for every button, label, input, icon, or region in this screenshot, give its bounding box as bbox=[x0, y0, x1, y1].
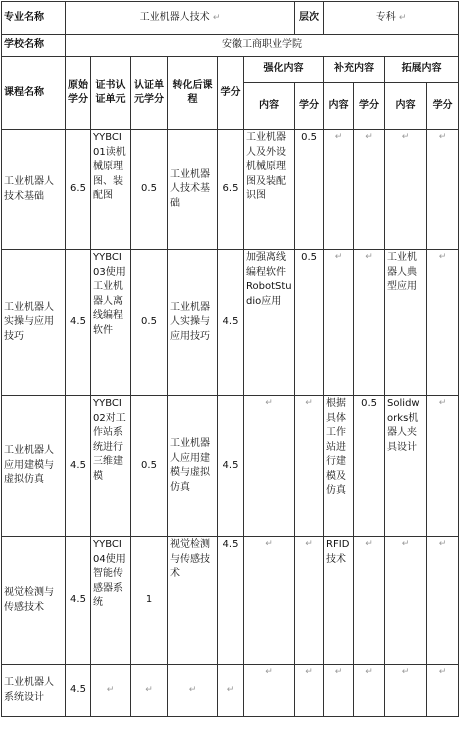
cert-unit-cell: YYBCI03使用工业机器人离线编程软件 bbox=[91, 250, 131, 396]
empty-mark: ↵ bbox=[354, 665, 385, 717]
cert-credit-cell: 0.5 bbox=[131, 396, 168, 537]
empty-mark: ↵ bbox=[244, 537, 295, 665]
strengthen-credit-cell: 0.5 bbox=[295, 130, 324, 250]
column-credit: 学分 bbox=[218, 57, 244, 130]
school-row bbox=[2, 35, 459, 57]
major-label: 专业名称 bbox=[2, 2, 66, 35]
column-cert-unit: 证书认证单元 bbox=[91, 57, 131, 130]
cert-unit-cell: YYBCI04使用智能传感器系统 bbox=[91, 537, 131, 665]
credit-conversion-table bbox=[1, 1, 459, 717]
empty-mark: ↵ bbox=[168, 665, 218, 717]
column-course: 课程名称 bbox=[2, 57, 66, 130]
cert-credit-cell: 0.5 bbox=[131, 250, 168, 396]
empty-mark: ↵ bbox=[218, 665, 244, 717]
empty-mark: ↵ bbox=[295, 537, 324, 665]
strengthen-credit-cell: 0.5 bbox=[295, 250, 324, 396]
course-cell: 工业机器人实操与应用技巧 bbox=[2, 250, 66, 396]
original-credit-cell: 4.5 bbox=[66, 396, 91, 537]
converted-course-cell: 工业机器人应用建模与虚拟仿真 bbox=[168, 396, 218, 537]
original-credit-cell: 4.5 bbox=[66, 250, 91, 396]
converted-course-cell: 视觉检测与传感技术 bbox=[168, 537, 218, 665]
column-expand: 拓展内容 bbox=[385, 57, 459, 83]
table-row bbox=[2, 665, 459, 717]
empty-mark: ↵ bbox=[244, 396, 295, 537]
table-row bbox=[2, 130, 459, 250]
supplement-content-header: 内容 bbox=[324, 83, 354, 130]
empty-mark: ↵ bbox=[244, 665, 295, 717]
empty-mark: ↵ bbox=[427, 130, 459, 250]
original-credit-cell: 4.5 bbox=[66, 665, 91, 717]
course-cell: 工业机器人技术基础 bbox=[2, 130, 66, 250]
credit-cell: 4.5 bbox=[218, 537, 244, 665]
expand-content-cell: Solidworks机器人夹具设计 bbox=[385, 396, 427, 537]
expand-content-cell: 工业机器人典型应用 bbox=[385, 250, 427, 396]
credit-cell: 4.5 bbox=[218, 250, 244, 396]
column-converted-course: 转化后课程 bbox=[168, 57, 218, 130]
column-strengthen: 强化内容 bbox=[244, 57, 324, 83]
original-credit-cell: 4.5 bbox=[66, 537, 91, 665]
table-row bbox=[2, 250, 459, 396]
course-cell: 工业机器人系统设计 bbox=[2, 665, 66, 717]
credit-cell: 6.5 bbox=[218, 130, 244, 250]
empty-mark: ↵ bbox=[354, 130, 385, 250]
course-cell: 视觉检测与传感技术 bbox=[2, 537, 66, 665]
empty-mark: ↵ bbox=[324, 250, 354, 396]
school-label: 学校名称 bbox=[2, 35, 66, 57]
empty-mark: ↵ bbox=[295, 665, 324, 717]
level-label: 层次 bbox=[295, 2, 324, 35]
cert-unit-cell: YYBCI01读机械原理图、装配图 bbox=[91, 130, 131, 250]
empty-mark: ↵ bbox=[385, 130, 427, 250]
supplement-content-cell: RFID技术 bbox=[324, 537, 354, 665]
empty-mark: ↵ bbox=[427, 665, 459, 717]
credit-cell: 4.5 bbox=[218, 396, 244, 537]
strengthen-content-cell: 加强离线编程软件RobotStudio应用 bbox=[244, 250, 295, 396]
empty-mark: ↵ bbox=[131, 665, 168, 717]
column-header-row bbox=[2, 57, 459, 83]
strengthen-credit-header: 学分 bbox=[295, 83, 324, 130]
empty-mark: ↵ bbox=[324, 130, 354, 250]
strengthen-content-cell: 工业机器人及外设机械原理图及装配识图 bbox=[244, 130, 295, 250]
cert-unit-cell: YYBCI02对工作站系统进行三维建模 bbox=[91, 396, 131, 537]
empty-mark: ↵ bbox=[324, 665, 354, 717]
empty-mark: ↵ bbox=[427, 250, 459, 396]
school-value: 安徽工商职业学院 bbox=[66, 35, 459, 57]
empty-mark: ↵ bbox=[295, 396, 324, 537]
major-row bbox=[2, 2, 459, 35]
major-value: 工业机器人技术 ↵ bbox=[66, 2, 295, 35]
converted-course-cell: 工业机器人实操与应用技巧 bbox=[168, 250, 218, 396]
converted-course-cell: 工业机器人技术基础 bbox=[168, 130, 218, 250]
strengthen-content-header: 内容 bbox=[244, 83, 295, 130]
supplement-content-cell: 根据具体工作站进行建模及仿真 bbox=[324, 396, 354, 537]
expand-credit-header: 学分 bbox=[427, 83, 459, 130]
column-cert-credit: 认证单元学分 bbox=[131, 57, 168, 130]
empty-mark: ↵ bbox=[385, 665, 427, 717]
expand-content-header: 内容 bbox=[385, 83, 427, 130]
column-supplement: 补充内容 bbox=[324, 57, 385, 83]
empty-mark: ↵ bbox=[91, 665, 131, 717]
cert-credit-cell: 0.5 bbox=[131, 130, 168, 250]
empty-mark: ↵ bbox=[354, 250, 385, 396]
level-value: 专科 ↵ bbox=[324, 2, 459, 35]
empty-mark: ↵ bbox=[427, 396, 459, 537]
empty-mark: ↵ bbox=[427, 537, 459, 665]
table-row bbox=[2, 537, 459, 665]
supplement-credit-cell: 0.5 bbox=[354, 396, 385, 537]
empty-mark: ↵ bbox=[354, 537, 385, 665]
empty-mark: ↵ bbox=[385, 537, 427, 665]
original-credit-cell: 6.5 bbox=[66, 130, 91, 250]
supplement-credit-header: 学分 bbox=[354, 83, 385, 130]
course-cell: 工业机器人应用建模与虚拟仿真 bbox=[2, 396, 66, 537]
cert-credit-cell: 1 bbox=[131, 537, 168, 665]
table-row bbox=[2, 396, 459, 537]
column-original-credit: 原始学分 bbox=[66, 57, 91, 130]
